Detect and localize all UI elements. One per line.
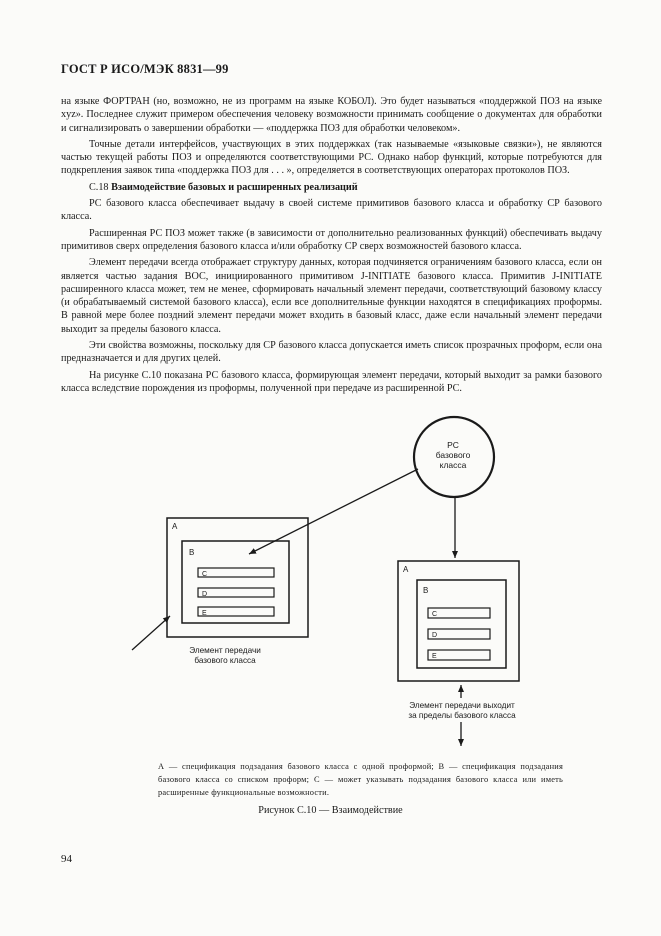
right-box-c-label: C <box>432 611 438 618</box>
left-box-c <box>198 568 274 577</box>
left-box-b-label: B <box>189 548 195 557</box>
arrow-label-to-left-box <box>132 616 170 650</box>
left-box-d <box>198 588 274 597</box>
figure-caption: Рисунок С.10 — Взаимодействие <box>258 805 403 816</box>
paragraph: на языке ФОРТРАН (но, возможно, не из программ на языке КОБОЛ). Это будет называться «поддержкой ПОЗ на языке xyz». Последнее служит примером обеспечения человеку возможности принимать сообщение о документах для обработки и сигнализировать о завершении обработки — «поддержка ПОЗ для обработки человеком». <box>61 96 602 134</box>
left-box-d-label: D <box>202 591 208 598</box>
section-title: Взаимодействие базовых и расширенных реализаций <box>111 181 358 193</box>
circle-label-line: РС <box>447 440 459 450</box>
right-box-c <box>428 608 490 618</box>
right-box-b <box>417 580 506 668</box>
right-box-b-label: B <box>423 586 429 595</box>
paragraph: Точные детали интерфейсов, участвующих в этих поддержках (так называемые «языковые связки»), не являются частью текущей работы ПОЗ и определяются соответствующими РС. Однако набор функций, которые потребуются для подкрепления заявок типа «поддержка ПОЗ для . . . », определяется в соответствующих операторах протоколов ПОЗ. <box>61 138 602 177</box>
right-box-e <box>428 650 490 660</box>
section-number: С.18 <box>89 181 109 193</box>
left-label-line: базового класса <box>194 656 256 665</box>
figure-legend: А — спецификация подзадания базового класса с одной проформой; В — спецификация подзадания базового класса со списком проформ; С — может указывать подзадания базового класса или иметь расширенные функциональные возможности. <box>158 762 563 797</box>
paragraph: Эти свойства возможны, поскольку для СР базового класса допускается иметь список прозрачных проформ, если она предназначается и для других целей. <box>61 340 602 365</box>
right-box-d <box>428 629 490 639</box>
paragraph: РС базового класса обеспечивает выдачу в своей системе примитивов базового класса и обработку СР базового класса. <box>61 198 602 223</box>
left-box-e <box>198 607 274 616</box>
left-box-a-label: A <box>172 522 178 531</box>
arrow-circle-to-left-box <box>249 469 418 554</box>
left-box-c-label: C <box>202 571 208 578</box>
paragraph: Расширенная РС ПОЗ может также (в зависимости от дополнительно реализованных функций) обеспечивать выдачу примитивов сверх определения базового класса и/или обработку СР сверх возможностей базового класса. <box>61 227 602 252</box>
left-label-line: Элемент передачи <box>189 646 261 655</box>
paragraph: Элемент передачи всегда отображает структуру данных, которая подчиняется ограничениям базового класса, если он является частью задания ВОС, инициированного примитивом J-INITIATE базового класса. Примитив J-INITIATE расширенного класса может, тем не менее, сформировать начальный элемент передачи, соответствующий базовому классу (и обрабатываемый системой базового класса), если все дополнительные функции находятся в спецификациях проформы. В равной мере более поздний элемент передачи может входить в базовый класс, даже если начальный элемент передачи выходит за пределы базового класса. <box>61 257 602 335</box>
page-number: 94 <box>61 853 72 865</box>
right-box-a-label: A <box>403 565 409 574</box>
right-label-line: Элемент передачи выходит <box>409 701 515 710</box>
right-box-a <box>398 561 519 681</box>
circle-label-line: базового <box>435 450 471 460</box>
left-box-e-label: E <box>202 610 207 617</box>
right-box-d-label: D <box>432 632 438 639</box>
document-header: ГОСТ Р ИСО/МЭК 8831—99 <box>61 62 229 76</box>
circle-label-line: класса <box>439 460 467 470</box>
paragraph: На рисунке С.10 показана РС базового класса, формирующая элемент передачи, который выходит за рамки базового класса вследствие порождения из проформы, полученной при передаче из расширенной РС. <box>61 369 602 394</box>
right-box-e-label: E <box>432 653 437 660</box>
right-label-line: за пределы базового класса <box>408 711 516 720</box>
